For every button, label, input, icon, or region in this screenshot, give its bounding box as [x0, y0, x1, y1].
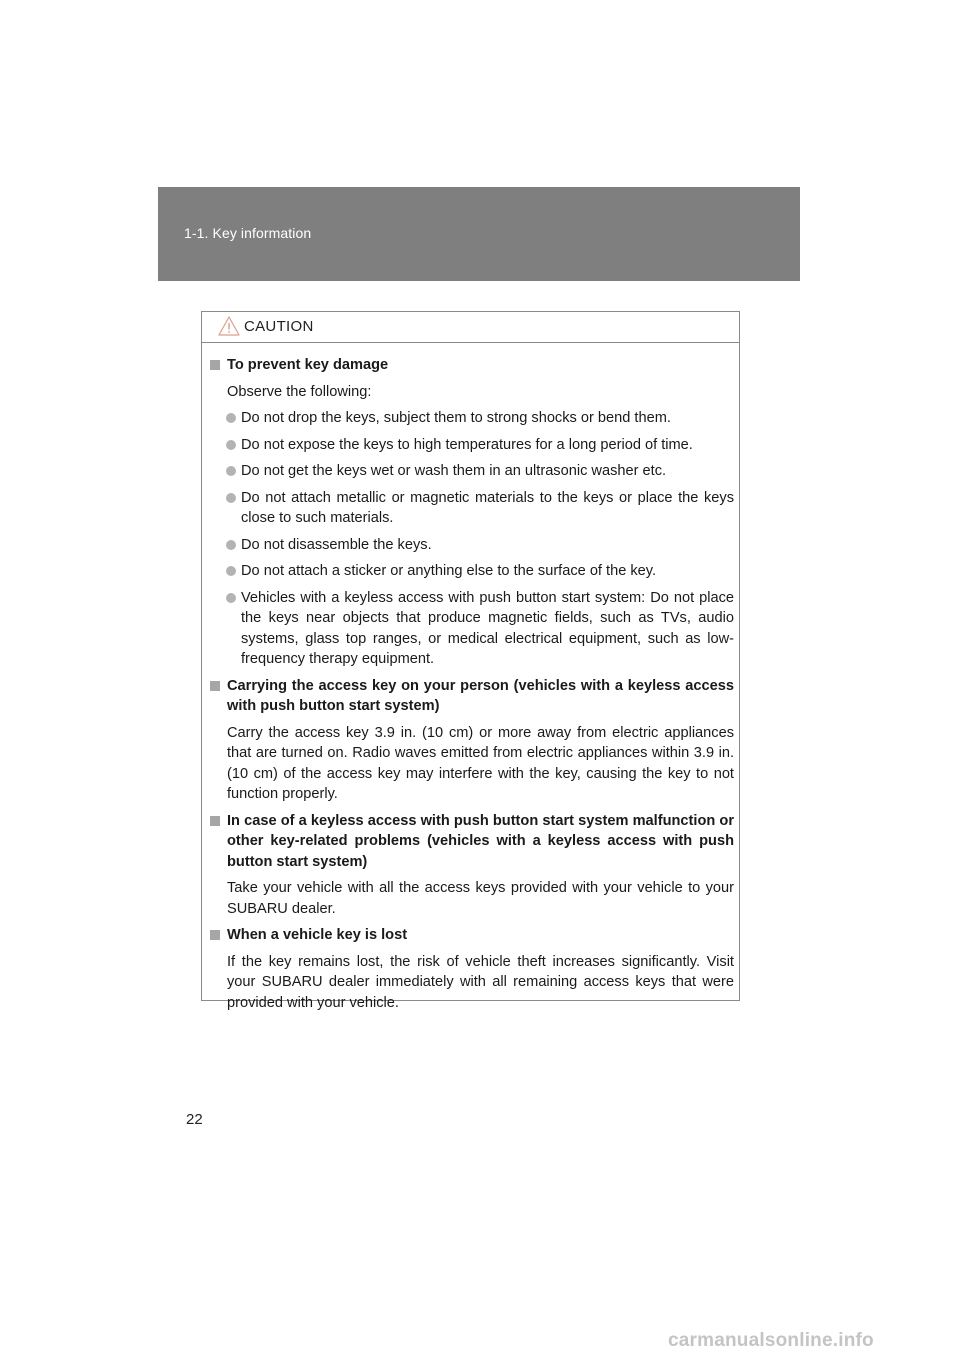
caution-label: CAUTION	[244, 318, 314, 335]
list-item: Do not get the keys wet or wash them in an ultrasonic washer etc.	[210, 461, 734, 482]
list-item: Vehicles with a keyless access with push button start system: Do not place the keys near objects that produce magnetic fields, such as TVs, audio systems, glass top ranges, or medical electrical equipment, such as low-frequency therapy equipment.	[210, 588, 734, 670]
caution-body	[202, 343, 739, 1013]
watermark: carmanualsonline.info	[668, 1330, 874, 1351]
bullet-dot-icon	[226, 413, 236, 423]
section-body: Carry the access key 3.9 in. (10 cm) or more away from electric appliances that are turned on. Radio waves emitted from electric appliances within 3.9 in. (10 cm) of the access key may interfere with the key, causing the key to not function properly.	[227, 724, 734, 802]
section-body: Take your vehicle with all the access keys provided with your vehicle to your SUBARU dealer.	[227, 880, 734, 917]
list-item: Do not disassemble the keys.	[210, 535, 734, 556]
bullet-dot-icon	[226, 593, 236, 603]
section-title: Carrying the access key on your person (vehicles with a keyless access with push button start system)	[210, 676, 734, 717]
bullet-dot-icon	[226, 493, 236, 503]
caution-header	[202, 312, 739, 343]
list-item: Do not attach a sticker or anything else to the surface of the key.	[210, 561, 734, 582]
bullet-dot-icon	[226, 440, 236, 450]
list-item: Do not drop the keys, subject them to strong shocks or bend them.	[210, 408, 734, 429]
section-title: To prevent key damage	[210, 355, 734, 376]
square-bullet-icon	[210, 360, 220, 370]
section-title: 1-1. Key information	[184, 225, 312, 241]
section-malfunction	[210, 811, 734, 920]
caution-box	[201, 311, 740, 1011]
section-carrying-access-key	[210, 676, 734, 805]
warning-triangle-icon	[218, 316, 240, 336]
section-body: If the key remains lost, the risk of vehicle theft increases significantly. Visit your SUBARU dealer immediately with all remaining access keys that were provided with your vehicle.	[227, 953, 734, 1011]
section-title: In case of a keyless access with push button start system malfunction or other key-related problems (vehicles with a keyless access with push button start system)	[210, 811, 734, 873]
section-key-lost	[210, 925, 734, 1013]
bullet-dot-icon	[226, 466, 236, 476]
square-bullet-icon	[210, 816, 220, 826]
page-number: 22	[186, 1111, 203, 1128]
bullet-dot-icon	[226, 540, 236, 550]
section-prevent-key-damage	[210, 355, 734, 670]
bullet-dot-icon	[226, 566, 236, 576]
section-title: When a vehicle key is lost	[210, 925, 734, 946]
square-bullet-icon	[210, 681, 220, 691]
section-intro: Observe the following:	[227, 383, 372, 400]
list-item: Do not expose the keys to high temperatures for a long period of time.	[210, 435, 734, 456]
list-item: Do not attach metallic or magnetic materials to the keys or place the keys close to such materials.	[210, 488, 734, 529]
header-band	[158, 187, 800, 281]
square-bullet-icon	[210, 930, 220, 940]
